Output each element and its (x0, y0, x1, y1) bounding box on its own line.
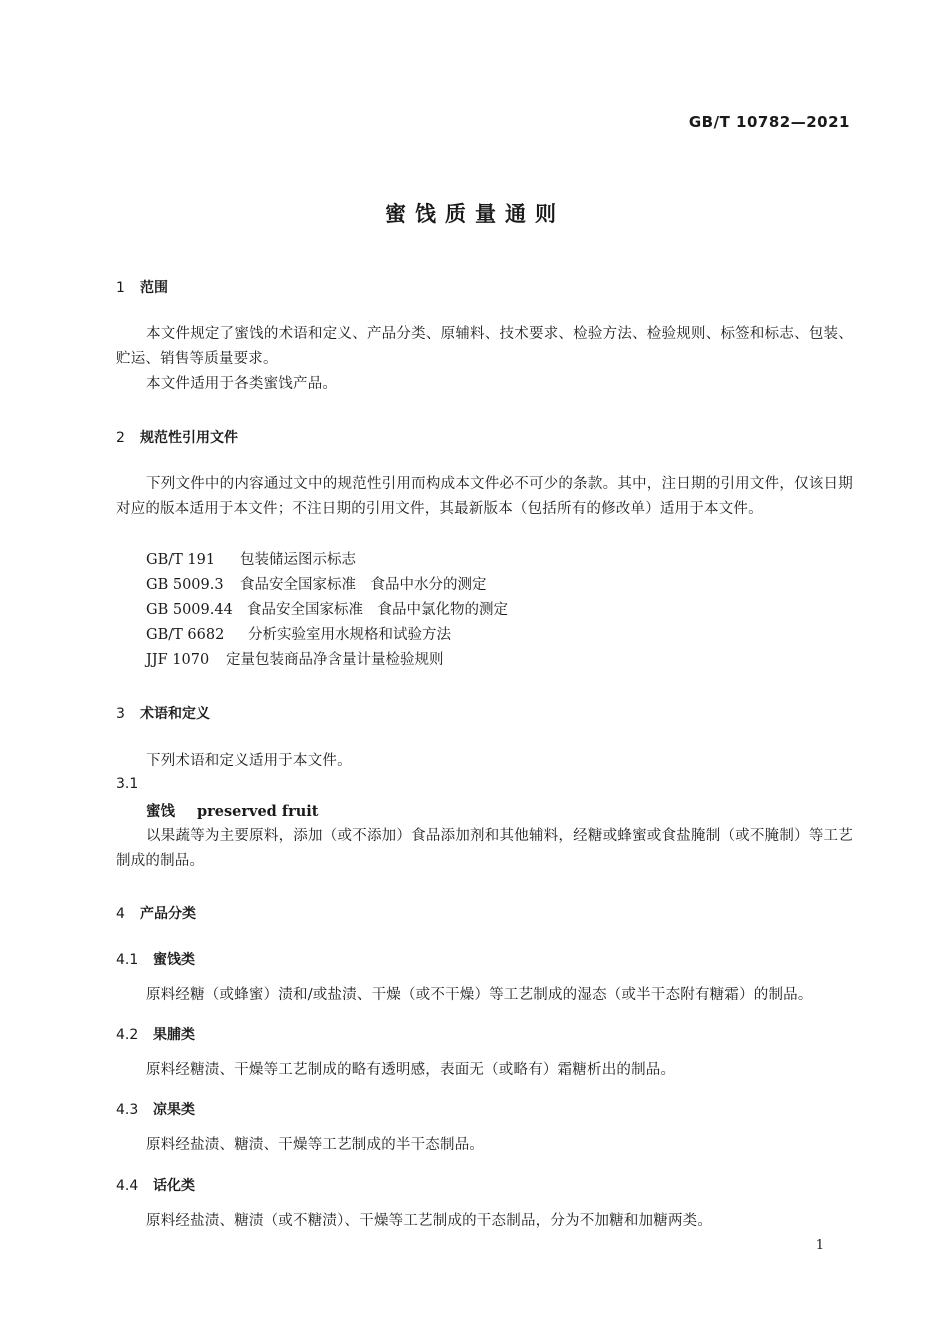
reference-code: GB 5009.44 (146, 602, 233, 618)
section-2-paragraph-1: 下列文件中的内容通过文中的规范性引用而构成本文件必不可少的条款。其中，注日期的引用文件，仅该日期对应的版本适用于本文件；不注日期的引用文件，其最新版本（包括所有的修改单）适用于本文件。 (116, 476, 853, 517)
subsection-4-4-text: 原料经盐渍、糖渍（或不糖渍）、干燥等工艺制成的干态制品，分为不加糖和加糖两类。 (146, 1213, 713, 1229)
subsection-title: 蜜饯类 (153, 952, 195, 968)
subsection-4-4-heading (116, 1175, 195, 1195)
section-number: 4 (116, 906, 125, 922)
subsection-4-1-text: 原料经糖（或蜂蜜）渍和/或盐渍、干燥（或不干燥）等工艺制成的湿态（或半干态附有糖霜）的制品。 (146, 987, 813, 1003)
term-number: 3.1 (116, 776, 139, 792)
reference-name: 分析实验室用水规格和试验方法 (248, 627, 451, 643)
document-title: 蜜饯质量通则 (385, 202, 565, 226)
page-number: 1 (815, 1238, 824, 1253)
section-3-heading (116, 703, 210, 723)
subsection-number: 4.4 (116, 1178, 139, 1194)
subsection-4-3-heading (116, 1099, 195, 1119)
reference-item (146, 648, 444, 669)
section-number: 2 (116, 430, 125, 446)
section-title: 规范性引用文件 (140, 430, 238, 446)
section-1-paragraph-1: 本文件规定了蜜饯的术语和定义、产品分类、原辅料、技术要求、检验方法、检验规则、标签和标志、包装、贮运、销售等质量要求。 (116, 326, 853, 367)
subsection-number: 4.1 (116, 952, 139, 968)
subsection-number: 4.3 (116, 1102, 139, 1118)
subsection-title: 果脯类 (153, 1027, 195, 1043)
subsection-4-1-heading (116, 949, 195, 969)
reference-item (146, 548, 356, 569)
subsection-title: 凉果类 (153, 1102, 195, 1118)
section-3-paragraph-1: 下列术语和定义适用于本文件。 (146, 753, 352, 769)
term-english: preserved fruit (197, 803, 319, 820)
term-entry (146, 800, 319, 821)
reference-code: JJF 1070 (146, 652, 210, 668)
section-4-heading (116, 903, 196, 923)
reference-code: GB/T 191 (146, 552, 216, 568)
reference-name: 食品安全国家标准 食品中水分的测定 (240, 577, 487, 593)
section-1-heading (116, 277, 168, 297)
subsection-title: 话化类 (153, 1178, 195, 1194)
reference-code: GB 5009.3 (146, 577, 224, 593)
term-definition: 以果蔬等为主要原料，添加（或不添加）食品添加剂和其他辅料，经糖或蜂蜜或食盐腌制（或不腌制）等工艺制成的制品。 (116, 828, 853, 869)
reference-name: 包装储运图示标志 (240, 552, 356, 568)
section-2-heading (116, 427, 238, 447)
section-title: 术语和定义 (140, 706, 210, 722)
section-title: 产品分类 (140, 906, 196, 922)
reference-code: GB/T 6682 (146, 627, 225, 643)
subsection-4-3-text: 原料经盐渍、糖渍、干燥等工艺制成的半干态制品。 (146, 1137, 485, 1153)
section-title: 范围 (140, 280, 168, 296)
reference-item (146, 623, 451, 644)
reference-name: 定量包装商品净含量计量检验规则 (226, 652, 444, 668)
section-1-paragraph-2: 本文件适用于各类蜜饯产品。 (146, 376, 338, 392)
subsection-number: 4.2 (116, 1027, 139, 1043)
subsection-4-2-heading (116, 1024, 195, 1044)
section-number: 1 (116, 280, 125, 296)
term-chinese: 蜜饯 (146, 803, 175, 820)
document-code: GB/T 10782—2021 (688, 113, 850, 131)
section-number: 3 (116, 706, 125, 722)
subsection-4-2-text: 原料经糖渍、干燥等工艺制成的略有透明感，表面无（或略有）霜糖析出的制品。 (146, 1062, 676, 1078)
reference-name: 食品安全国家标准 食品中氯化物的测定 (247, 602, 508, 618)
reference-item (146, 598, 508, 619)
reference-item (146, 573, 487, 594)
